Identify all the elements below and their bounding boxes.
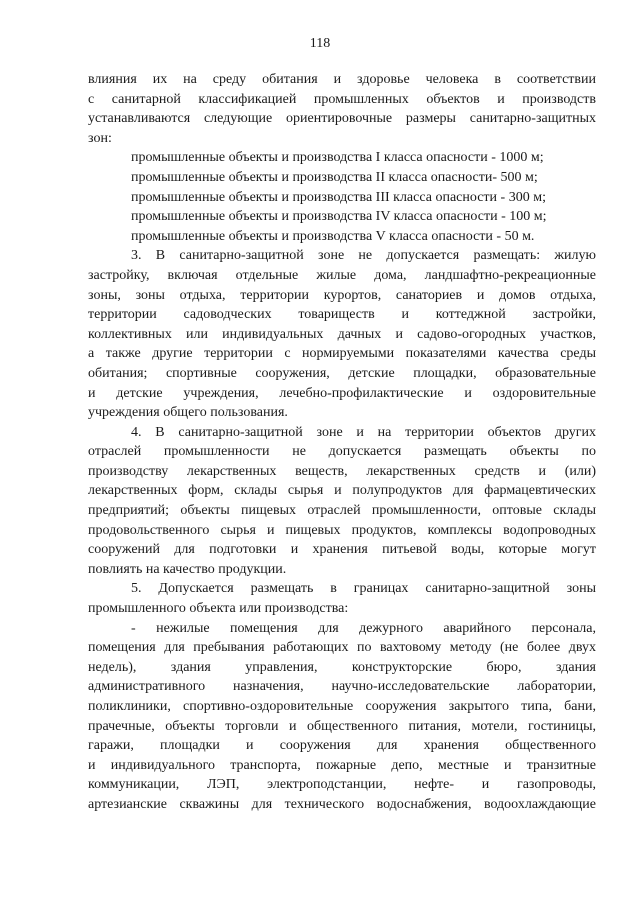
text-line: с санитарной классификацией промышленных объектов и производств <box>88 91 596 107</box>
text-line: и индивидуального транспорта, пожарные депо, местные и транзитные <box>88 757 596 773</box>
text-line: прачечные, объекты торговли и общественного питания, мотели, гостиницы, <box>88 718 596 734</box>
text-line: отраслей промышленности не допускается размещать объекты по <box>88 444 596 460</box>
text-line: поликлиники, спортивно-оздоровительные сооружения закрытого типа, бани, <box>88 699 596 714</box>
text-line: артезианские скважины для технического водоснабжения, водоохлаждающие <box>88 796 596 812</box>
text-line: устанавливаются следующие ориентировочные размеры санитарно-защитных <box>88 111 596 127</box>
text-line: зоны, зоны отдыха, территории курортов, санаториев и домов отдыха, <box>88 287 596 303</box>
text-line: помещения для пребывания работающих по вахтовому методу (не более двух <box>88 640 596 656</box>
text-line: территории садоводческих товариществ и коттеджной застройки, <box>88 307 596 323</box>
text-line: административного назначения, научно-исследовательские лаборатории, <box>88 679 596 695</box>
text-line: производству лекарственных веществ, лекарственных средств и (или) <box>88 463 596 479</box>
text-line: коммуникации, ЛЭП, электроподстанции, нефте- и газопроводы, <box>88 777 596 793</box>
text-line: продовольственного сырья и пищевых продуктов, комплексы водопроводных <box>88 522 596 538</box>
text-line: повлиять на качество продукции. <box>88 561 287 577</box>
page-number: 118 <box>309 36 331 51</box>
text-line: зон: <box>88 130 112 146</box>
text-line: 4. В санитарно-защитной зоне и на территории объектов других <box>131 424 596 440</box>
text-line: застройку, включая отдельные жилые дома, ландшафтно-рекреационные <box>88 267 596 283</box>
text-line: промышленные объекты и производства II класса опасности- 500 м; <box>131 169 538 185</box>
text-line: - нежилые помещения для дежурного аварийного персонала, <box>131 620 596 636</box>
text-line: и детские учреждения, лечебно-профилактические и оздоровительные <box>88 385 596 401</box>
text-line: промышленные объекты и производства IV класса опасности - 100 м; <box>131 209 547 225</box>
text-line: гаражи, площадки и сооружения для хранения общественного <box>88 738 596 754</box>
text-line: учреждения общего пользования. <box>88 405 288 421</box>
text-line: недель), здания управления, конструкторские бюро, здания <box>88 659 596 675</box>
text-line: сооружений для подготовки и хранения питьевой воды, которые могут <box>88 542 596 558</box>
body-text <box>88 70 596 815</box>
text-line: 3. В санитарно-защитной зоне не допускается размещать: жилую <box>131 248 596 264</box>
text-line: промышленные объекты и производства III класса опасности - 300 м; <box>131 189 546 205</box>
text-line: а также другие территории с нормируемыми показателями качества среды <box>88 346 596 362</box>
text-line: коллективных или индивидуальных дачных и садово-огородных участков, <box>88 326 596 342</box>
text-line: обитания; спортивные сооружения, детские площадки, образовательные <box>88 365 596 381</box>
text-line: 5. Допускается размещать в границах санитарно-защитной зоны <box>131 581 596 597</box>
text-line: промышленные объекты и производства I класса опасности - 1000 м; <box>131 150 544 166</box>
text-line: предприятий; объекты пищевых отраслей промышленности, оптовые склады <box>88 503 596 519</box>
text-line: лекарственных форм, склады сырья и полупродуктов для фармацевтических <box>88 483 596 499</box>
text-line: промышленного объекта или производства: <box>88 601 349 617</box>
text-line: влияния их на среду обитания и здоровье человека в соответствии <box>88 72 596 87</box>
text-line: промышленные объекты и производства V класса опасности - 50 м. <box>131 228 535 244</box>
